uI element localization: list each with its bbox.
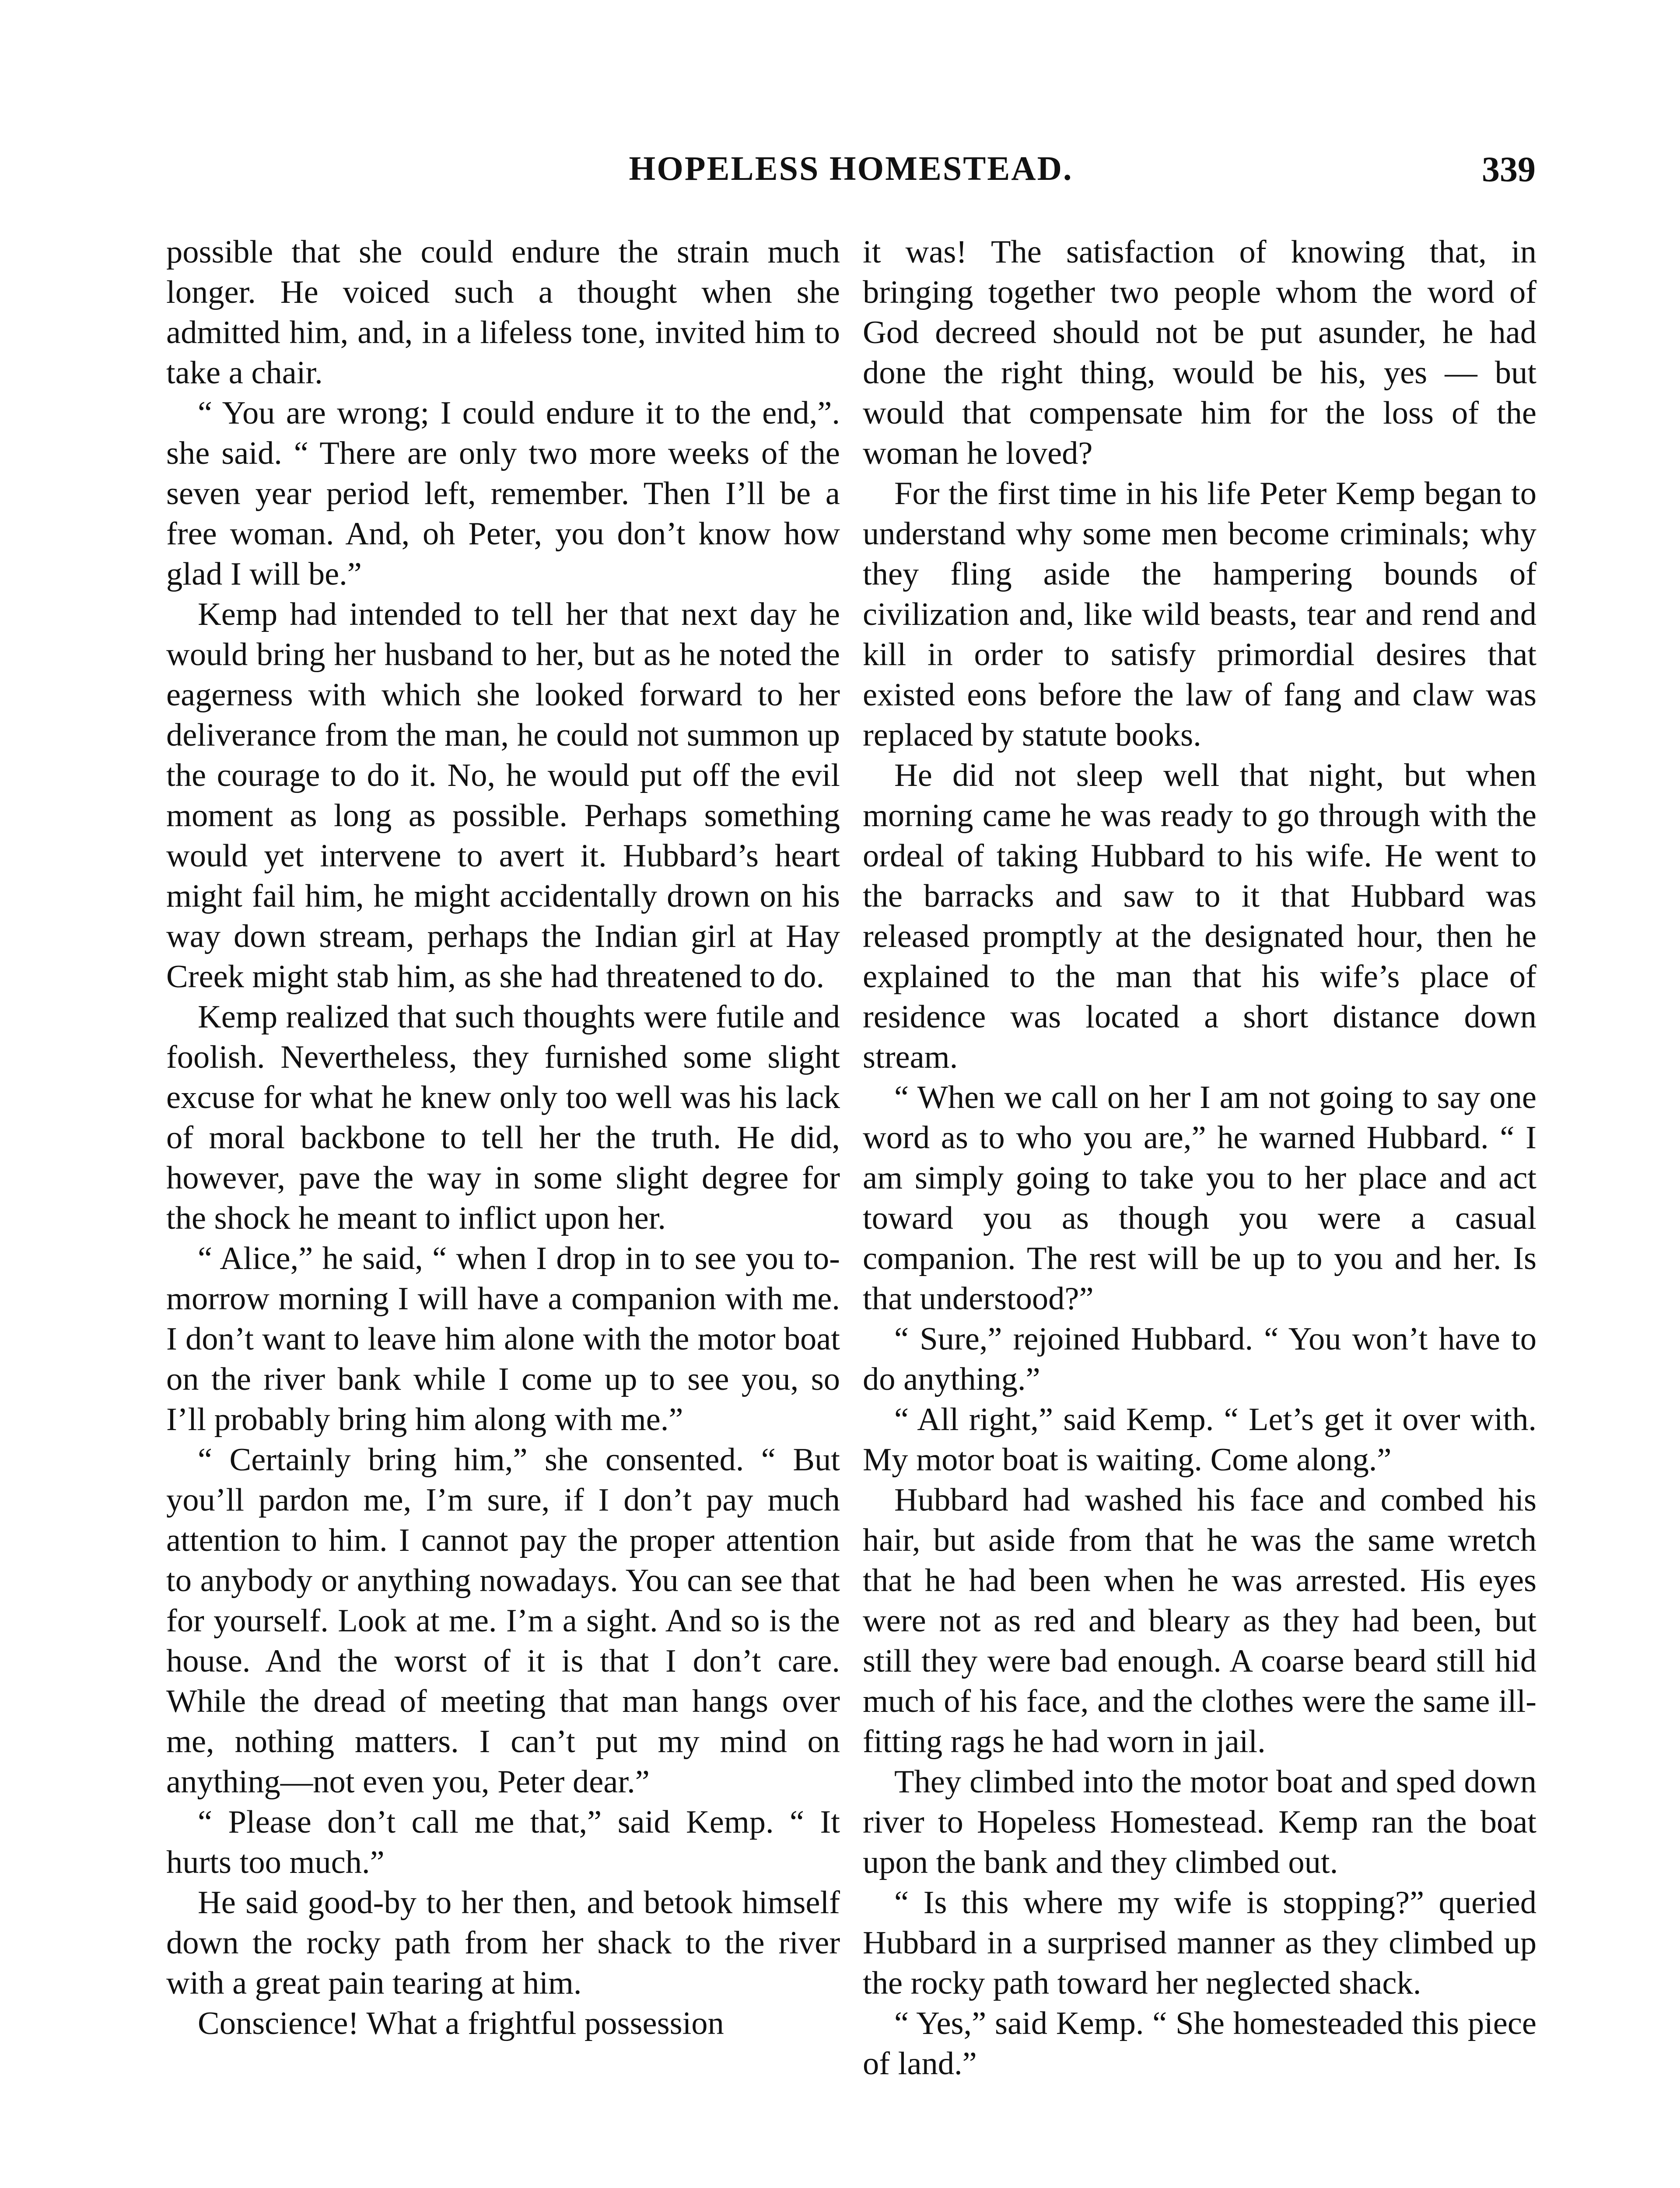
paragraph: “ When we call on her I am not going to say one word as to who you are,” he warned Hubbard. “ I am simply going to take you to her place and act toward you as though you were a casual companion. The rest will be up to you and her. Is that understood?”: [863, 1080, 1536, 1317]
paragraph: “ Is this where my wife is stopping?” queried Hubbard in a surprised manner as they climbed up the rocky path toward her neglected shack.: [863, 1885, 1536, 2001]
paragraph: Conscience! What a frightful possession: [198, 2006, 724, 2041]
paragraph: “ Certainly bring him,” she consented. “ But you’ll pardon me, I’m sure, if I don’t pay much attention to him. I cannot pay the proper attention to anybody or anything nowadays. You can see that for yourself. Look at me. I’m a sight. And so is the house. And the worst of it is that I don’t care. While the dread of meeting that man hangs over me, nothing matters. I can’t put my mind on anything—not even you, Peter dear.”: [166, 1442, 840, 1800]
paragraph: “ Please don’t call me that,” said Kemp. “ It hurts too much.”: [166, 1804, 840, 1880]
paragraph: “ Yes,” said Kemp. “ She homesteaded this piece of land.”: [863, 2006, 1536, 2082]
paragraph: Kemp had intended to tell her that next day he would bring her husband to her, but as he noted the eagerness with which she looked forward to her deliverance from the man, he could not summon up the courage to do it. No, he would put off the evil moment as long as possible. Perhaps something would yet intervene to avert it. Hubbard’s heart might fail him, he might accidentally drown on his way down stream, perhaps the Indian girl at Hay Creek might stab him, as she had threatened to do.: [166, 596, 840, 995]
paragraph: They climbed into the motor boat and sped down river to Hopeless Homestead. Kemp ran the boat upon the bank and they climbed out.: [863, 1764, 1536, 1880]
left-column: [166, 232, 840, 2044]
paragraph: “ You are wrong; I could endure it to the end,”. she said. “ There are only two more weeks of the seven year period left, remember. Then I’ll be a free woman. And, oh Peter, you don’t know how glad I will be.”: [166, 395, 840, 592]
paragraph: For the first time in his life Peter Kemp began to understand why some men become criminals; why they fling aside the hampering bounds of civilization and, like wild beasts, tear and rend and kill in order to satisfy primordial desires that existed eons before the law of fang and claw was replaced by statute books.: [863, 476, 1536, 753]
running-head: HOPELESS HOMESTEAD.: [629, 149, 1073, 187]
paragraph: possible that she could endure the strain much longer. He voiced such a thought when she admitted him, and, in a lifeless tone, invited him to take a chair.: [166, 234, 840, 391]
paragraph: “ Alice,” he said, “ when I drop in to see you to-morrow morning I will have a companion with me. I don’t want to leave him alone with the motor boat on the river bank while I come up to see you, so I’ll probably bring him along with me.”: [166, 1241, 840, 1438]
paragraph: it was! The satisfaction of knowing that, in bringing together two people whom the word of God decreed should not be put asunder, he had done the right thing, would be his, yes — but would that compensate him for the loss of the woman he loved?: [863, 234, 1536, 471]
paragraph: He said good-by to her then, and betook himself down the rocky path from her shack to the river with a great pain tearing at him.: [166, 1885, 840, 2001]
right-column: [863, 232, 1536, 2084]
page-number: 339: [1482, 149, 1536, 189]
paragraph: “ All right,” said Kemp. “ Let’s get it over with. My motor boat is waiting. Come along.”: [863, 1402, 1536, 1478]
page-header: [166, 149, 1536, 197]
paragraph: Hubbard had washed his face and combed his hair, but aside from that he was the same wretch that he had been when he was arrested. His eyes were not as red and bleary as they had been, but still they were bad enough. A coarse beard still hid much of his face, and the clothes were the same ill-fitting rags he had worn in jail.: [863, 1482, 1536, 1760]
paragraph: Kemp realized that such thoughts were futile and foolish. Nevertheless, they furnished some slight excuse for what he knew only too well was his lack of moral backbone to tell her the truth. He did, however, pave the way in some slight degree for the shock he meant to inflict upon her.: [166, 999, 840, 1236]
paragraph: He did not sleep well that night, but when morning came he was ready to go through with the ordeal of taking Hubbard to his wife. He went to the barracks and saw to it that Hubbard was released promptly at the designated hour, then he explained to the man that his wife’s place of residence was located a short distance down stream.: [863, 757, 1536, 1075]
paragraph: “ Sure,” rejoined Hubbard. “ You won’t have to do anything.”: [863, 1321, 1536, 1397]
